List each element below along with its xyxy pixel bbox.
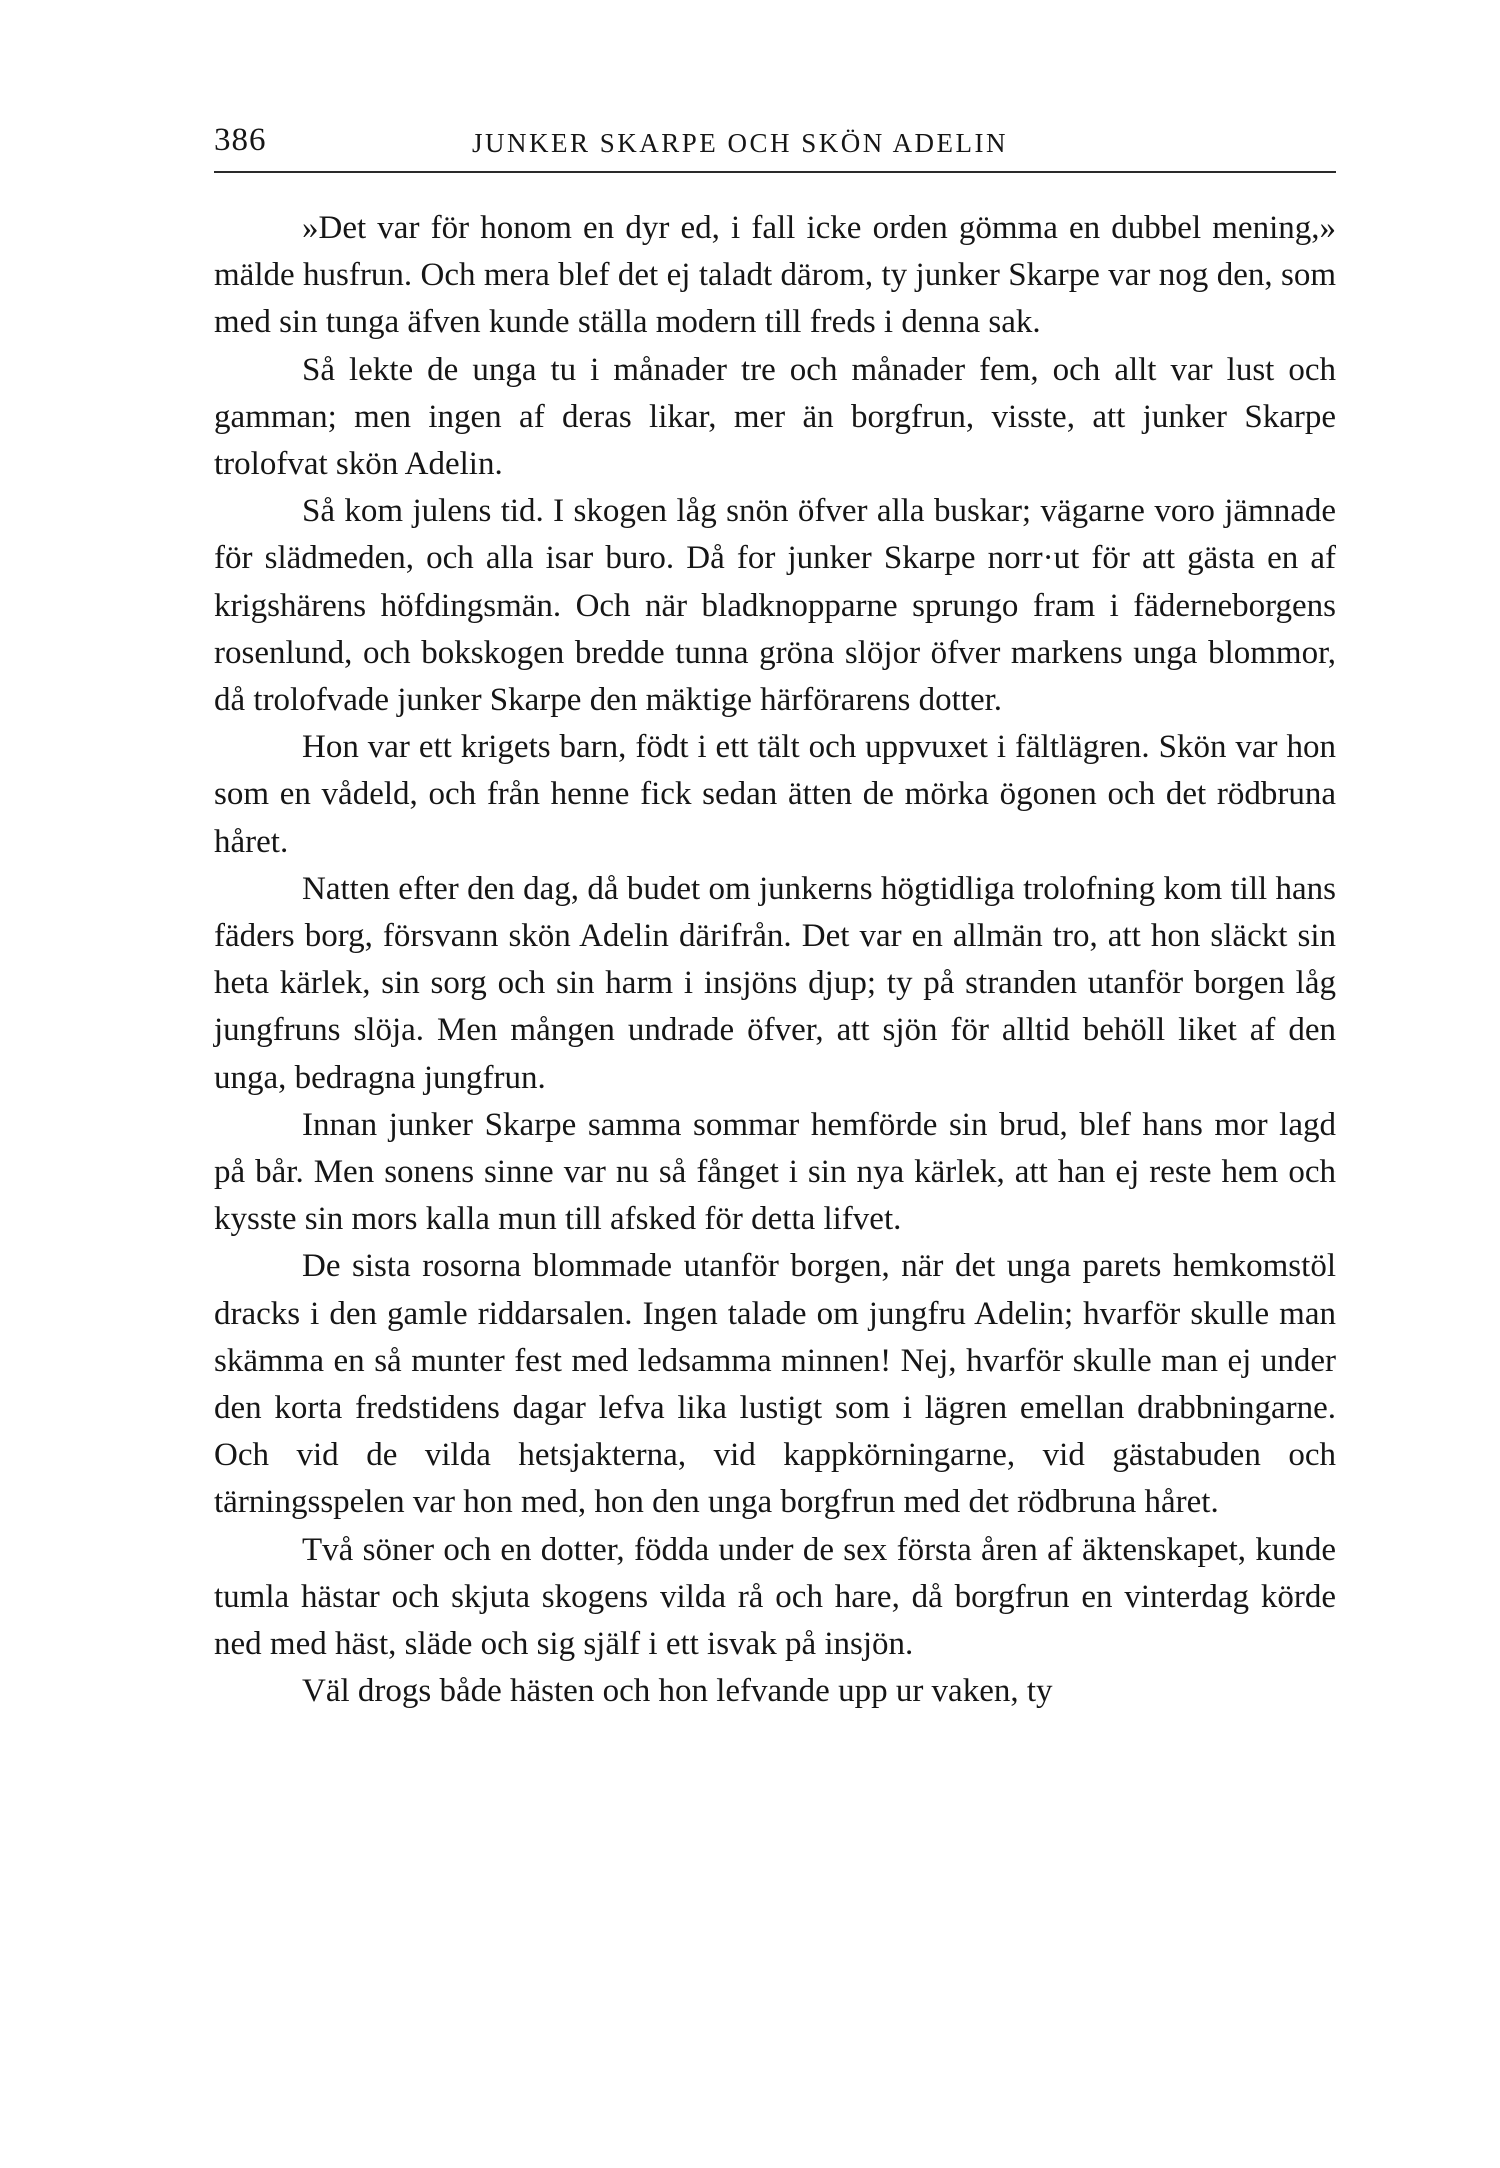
paragraph: Natten efter den dag, då budet om junkerns högtidliga trolofning kom till hans fäders borg, försvann skön Adelin därifrån. Det var en allmän tro, att hon släckt sin heta kärlek, sin sorg och sin harm i insjöns djup; ty på stranden utanför borgen låg jungfruns slöja. Men mången undrade öfver, att sjön för alltid behöll liket af den unga, bedragna jungfrun. xyxy=(214,870,1336,1096)
paragraph: Så lekte de unga tu i månader tre och månader fem, och allt var lust och gamman; men ingen af deras likar, mer än borgfrun, visste, att junker Skarpe trolofvat skön Adelin. xyxy=(214,351,1336,483)
header-rule xyxy=(214,171,1336,173)
page-header xyxy=(214,122,1336,170)
paragraph: »Det var för honom en dyr ed, i fall icke orden gömma en dubbel mening,» mälde husfrun. Och mera blef det ej taladt därom, ty junker Skarpe var nog den, som med sin tunga äfven kunde ställa modern till freds i denna sak. xyxy=(214,210,1336,341)
paragraph: Hon var ett krigets barn, födt i ett tält och uppvuxet i fältlägren. Skön var hon som en vådeld, och från henne fick sedan ätten de mörka ögonen och det rödbruna håret. xyxy=(214,729,1336,860)
paragraph: Innan junker Skarpe samma sommar hemförde sin brud, blef hans mor lagd på bår. Men sonens sinne var nu så fånget i sin nya kärlek, att han ej reste hem och kysste sin mors kalla mun till afsked för detta lifvet. xyxy=(214,1106,1336,1238)
page-number: 386 xyxy=(214,122,267,158)
paragraph: Så kom julens tid. I skogen låg snön öfver alla buskar; vägarne voro jämnade för slädmeden, och alla isar buro. Då for junker Skarpe norr·ut för att gästa en af krigshärens höfdingsmän. Och när bladknopparne sprungo fram i fäderneborgens rosenlund, och bokskogen bredde tunna gröna slöjor öfver markens unga blommor, då trolofvade junker Skarpe den mäktige härförarens dotter. xyxy=(214,493,1336,719)
body-text xyxy=(214,205,1336,1716)
running-head: JUNKER SKARPE OCH SKÖN ADELIN xyxy=(472,128,1009,158)
paragraph: De sista rosorna blommade utanför borgen, när det unga parets hemkomstöl dracks i den gamle riddarsalen. Ingen talade om jungfru Adelin; hvarför skulle man skämma en så munter fest med ledsamma minnen! Nej, hvarför skulle man ej under den korta fredstidens dagar lefva lika lustigt som i lägren emellan drabbningarne. Och vid de vilda hetsjakterna, vid kappkörningarne, vid gästabuden och tärningsspelen var hon med, hon den unga borgfrun med det rödbruna håret. xyxy=(214,1248,1336,1521)
paragraph: Väl drogs både hästen och hon lefvande upp ur vaken, ty xyxy=(302,1673,1053,1710)
paragraph: Två söner och en dotter, födda under de sex första åren af äktenskapet, kunde tumla hästar och skjuta skogens vilda rå och hare, då borgfrun en vinterdag körde ned med häst, släde och sig själf i ett isvak på insjön. xyxy=(214,1531,1336,1663)
